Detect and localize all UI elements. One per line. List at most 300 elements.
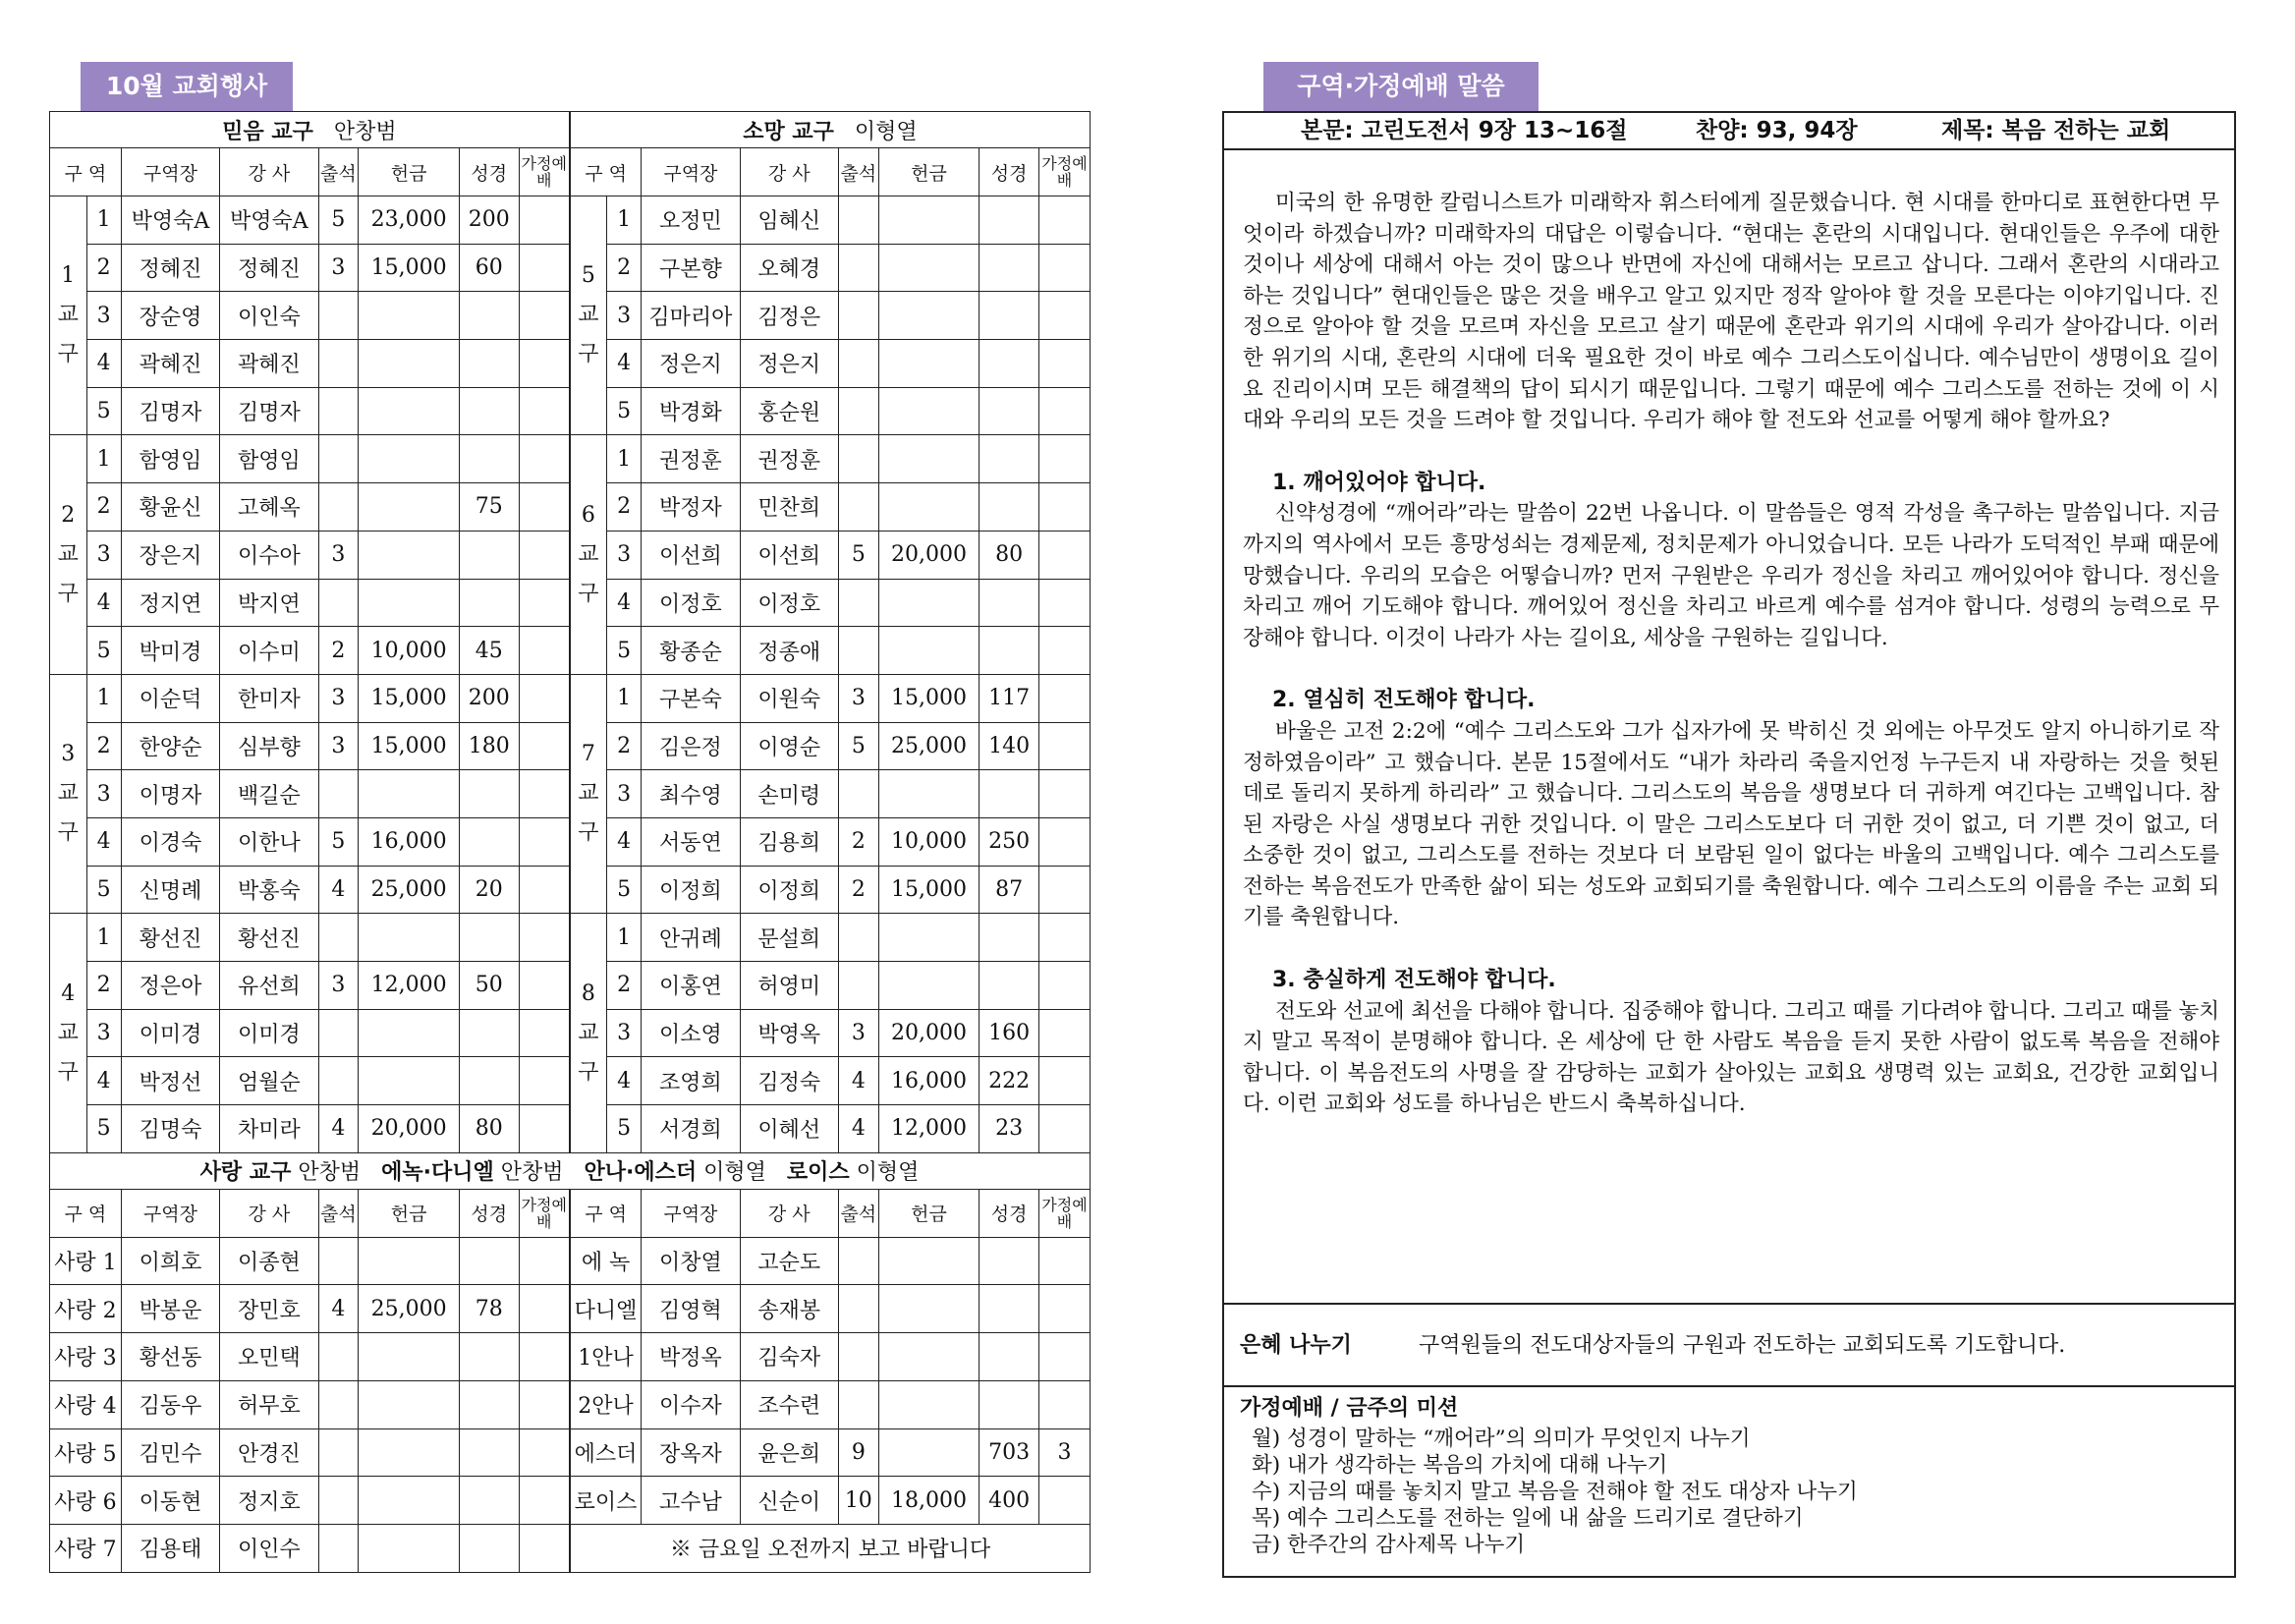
table-cell: 1	[86, 196, 121, 245]
col-family: 가정예배	[519, 1189, 570, 1237]
table-cell: 심부향	[220, 722, 318, 770]
table-cell: 황선진	[121, 914, 219, 962]
table-cell	[878, 1428, 980, 1477]
table-cell	[878, 579, 980, 627]
table-cell	[359, 531, 460, 579]
table-cell: 50	[459, 962, 519, 1010]
table-cell	[359, 770, 460, 818]
table-cell: 이선희	[740, 531, 838, 579]
table-cell: 5	[86, 1105, 121, 1153]
table-cell	[838, 387, 878, 435]
table-row	[50, 1428, 1091, 1477]
table-cell	[519, 1380, 570, 1428]
table-cell: 25,000	[359, 1285, 460, 1333]
table-cell	[519, 1237, 570, 1285]
table-cell	[980, 962, 1039, 1010]
table-cell: 이명자	[121, 770, 219, 818]
table-cell	[459, 817, 519, 866]
table-cell: 4	[318, 1285, 359, 1333]
table-cell: 황윤신	[121, 483, 219, 532]
table-cell	[318, 579, 359, 627]
table-cell: 5	[838, 722, 878, 770]
table-cell	[1038, 1380, 1090, 1428]
hymn-number: 찬양: 93, 94장	[1696, 118, 1858, 143]
table-cell	[519, 340, 570, 388]
sermon-title: 제목: 복음 전하는 교회	[1941, 118, 2171, 143]
table-row	[50, 1285, 1091, 1333]
table-cell: 오혜경	[740, 244, 838, 292]
table-cell	[878, 483, 980, 532]
district-label-char: 교	[57, 1020, 79, 1045]
table-cell	[519, 1428, 570, 1477]
table-cell	[980, 1333, 1039, 1381]
table-cell: 박경화	[642, 387, 740, 435]
table-cell	[838, 244, 878, 292]
table-cell	[878, 1380, 980, 1428]
table-cell: 이정희	[740, 866, 838, 914]
love-district-title	[50, 1152, 1091, 1189]
love-head-part: 안창범	[500, 1160, 564, 1186]
table-cell: 3	[1038, 1428, 1090, 1477]
table-cell	[359, 1057, 460, 1105]
table-row	[50, 196, 1091, 245]
table-cell: 4	[86, 340, 121, 388]
table-cell: 2	[606, 962, 641, 1010]
table-cell: 한미자	[220, 674, 318, 722]
table-cell: 이홍연	[642, 962, 740, 1010]
mission-item: 월) 성경이 말하는 “깨어라”의 의미가 무엇인지 나누기	[1252, 1427, 1751, 1451]
table-cell	[459, 1237, 519, 1285]
table-cell	[838, 1333, 878, 1381]
table-cell: 160	[980, 1009, 1039, 1057]
table-cell	[459, 1057, 519, 1105]
mission-item: 금) 한주간의 감사제목 나누기	[1252, 1533, 1526, 1557]
table-cell: 황종순	[642, 627, 740, 675]
table-cell: 3	[606, 770, 641, 818]
table-cell: 권정훈	[642, 435, 740, 483]
table-cell	[980, 244, 1039, 292]
table-cell	[878, 627, 980, 675]
table-cell	[980, 579, 1039, 627]
love-head-part: 이형열	[703, 1160, 766, 1186]
table-cell	[519, 483, 570, 532]
table-cell: 박영숙A	[220, 196, 318, 245]
point-heading: 2. 열심히 전도해야 합니다.	[1272, 688, 1536, 713]
table-cell: 박영옥	[740, 1009, 838, 1057]
table-cell: 허영미	[740, 962, 838, 1010]
table-cell: 정혜진	[220, 244, 318, 292]
table-cell	[359, 1009, 460, 1057]
table-cell	[1038, 770, 1090, 818]
table-cell	[519, 1524, 570, 1572]
table-cell: 신명례	[121, 866, 219, 914]
table-cell: 2	[838, 866, 878, 914]
table-cell: 5	[606, 627, 641, 675]
table-cell	[359, 483, 460, 532]
table-cell: 황선동	[121, 1333, 219, 1381]
table-cell	[980, 1380, 1039, 1428]
table-cell	[1038, 627, 1090, 675]
table-row	[50, 1237, 1091, 1285]
table-cell: 2	[318, 627, 359, 675]
table-cell: 손미령	[740, 770, 838, 818]
table-cell: 사랑 5	[50, 1428, 122, 1477]
table-cell: 사랑 3	[50, 1333, 122, 1381]
table-cell: 안경진	[220, 1428, 318, 1477]
district-label-char: 7	[581, 742, 595, 767]
district-label-char: 3	[61, 742, 76, 767]
col-attend: 출석	[318, 1189, 359, 1237]
table-cell: 4	[606, 1057, 641, 1105]
table-cell	[980, 292, 1039, 340]
table-cell: 15,000	[359, 722, 460, 770]
table-cell: 이희호	[121, 1237, 219, 1285]
district-label-char: 8	[581, 980, 595, 1006]
table-cell	[459, 1333, 519, 1381]
table-cell	[359, 435, 460, 483]
table-cell: 15,000	[359, 244, 460, 292]
table-cell: 10,000	[359, 627, 460, 675]
table-cell	[878, 962, 980, 1010]
table-cell: 장은지	[121, 531, 219, 579]
col-family: 가정예배	[1038, 148, 1090, 196]
table-cell	[459, 435, 519, 483]
table-cell: 이정호	[740, 579, 838, 627]
table-cell	[359, 292, 460, 340]
table-cell: 3	[318, 722, 359, 770]
table-cell: 이동현	[121, 1477, 219, 1525]
table-cell	[1038, 196, 1090, 245]
table-cell	[980, 340, 1039, 388]
table-cell: 20	[459, 866, 519, 914]
table-cell: 차미라	[220, 1105, 318, 1153]
table-cell: 오민택	[220, 1333, 318, 1381]
district-label	[570, 435, 607, 674]
table-cell: 3	[86, 770, 121, 818]
table-cell: 김명자	[121, 387, 219, 435]
district-label-char: 교	[578, 541, 599, 567]
grace-sharing	[1224, 1303, 2234, 1387]
district-label	[50, 674, 87, 913]
table-cell: 400	[980, 1477, 1039, 1525]
table-cell: 황선진	[220, 914, 318, 962]
table-cell: 정종애	[740, 627, 838, 675]
district-label-char: 4	[61, 980, 76, 1006]
table-cell	[1038, 866, 1090, 914]
table-cell	[1038, 914, 1090, 962]
table-cell	[1038, 1057, 1090, 1105]
table-cell: 이한나	[220, 817, 318, 866]
table-cell	[838, 435, 878, 483]
table-cell: 1	[606, 674, 641, 722]
table-cell: 9	[838, 1428, 878, 1477]
point-heading: 1. 깨어있어야 합니다.	[1272, 470, 1486, 495]
table-cell: 3	[838, 1009, 878, 1057]
column-header-row	[50, 148, 1091, 196]
district-label	[570, 196, 607, 435]
col-attend: 출석	[838, 1189, 878, 1237]
table-cell	[1038, 292, 1090, 340]
table-cell: 4	[86, 579, 121, 627]
table-cell	[519, 770, 570, 818]
table-cell	[318, 914, 359, 962]
love-head-part: 로이스	[786, 1160, 850, 1186]
grace-label: 은혜 나누기	[1240, 1333, 1352, 1358]
table-cell: 권정훈	[740, 435, 838, 483]
table-cell: 80	[459, 1105, 519, 1153]
table-cell: 이혜선	[740, 1105, 838, 1153]
table-cell: 4	[318, 866, 359, 914]
table-cell: 1	[606, 914, 641, 962]
table-cell: 장민호	[220, 1285, 318, 1333]
table-cell: 3	[86, 292, 121, 340]
events-tab: 10월 교회행사	[81, 62, 293, 111]
table-cell: 구본숙	[642, 674, 740, 722]
table-cell	[980, 483, 1039, 532]
table-cell: 정지연	[121, 579, 219, 627]
table-cell	[359, 387, 460, 435]
table-cell: 2안나	[570, 1380, 642, 1428]
table-cell	[459, 1477, 519, 1525]
district-label	[50, 914, 87, 1152]
table-cell	[519, 674, 570, 722]
table-cell	[318, 292, 359, 340]
table-cell: 15,000	[359, 674, 460, 722]
sermon-header	[1224, 113, 2234, 150]
table-cell	[980, 1285, 1039, 1333]
table-cell	[980, 627, 1039, 675]
table-cell: 18,000	[878, 1477, 980, 1525]
table-cell	[1038, 579, 1090, 627]
table-cell: 87	[980, 866, 1039, 914]
table-cell: 25,000	[359, 866, 460, 914]
love-head-part: 에녹·다니엘	[381, 1160, 494, 1186]
col-district: 구 역	[50, 1189, 122, 1237]
table-cell	[359, 1477, 460, 1525]
table-row	[50, 914, 1091, 962]
table-cell: 송재봉	[740, 1285, 838, 1333]
table-cell: 서경희	[642, 1105, 740, 1153]
table-cell	[318, 483, 359, 532]
table-cell: 703	[980, 1428, 1039, 1477]
table-cell: 3	[318, 674, 359, 722]
table-cell: 이미경	[121, 1009, 219, 1057]
table-cell: 최수영	[642, 770, 740, 818]
table-row	[50, 435, 1091, 483]
table-cell	[318, 1057, 359, 1105]
table-cell: 4	[86, 817, 121, 866]
table-cell: 10,000	[878, 817, 980, 866]
sermon-intro: 미국의 한 유명한 칼럼니스트가 미래학자 휘스터에게 질문했습니다. 현 시대를 한마디로 표현한다면 무엇이라 하겠습니까? 미래학자의 대답은 이렇습니다. “현대는 혼란의 시대입니다. 현대인들은 우주에 대한 것이나 세상에 대해서 아는 것이 많으나 반면에 자신에 대해서는 모르고 삽니다. 그래서 혼란의 시대라고 하는 것입니다” 현대인들은 많은 것을 배우고 알고 있지만 정작 알아야 할 것을 모른다는 이야기입니다. 진정으로 알아야 할 것을 모르며 자신을 모르고 살기 때문에 혼란과 위기의 시대에 우리가 살아갑니다. 이러한 위기의 시대, 혼란의 시대에 더욱 필요한 것이 바로 예수 그리스도이십니다. 예수님만이 생명이요 길이요 진리이시며 모든 해결책의 답이 되시기 때문입니다. 그렇기 때문에 예수 그리스도를 전하는 것에 이 시대와 우리의 모든 것을 드려야 할 것입니다. 우리가 해야 할 전도와 선교를 어떻게 해야 할까요?	[1243, 191, 2219, 433]
table-cell	[359, 1380, 460, 1428]
table-cell: 5	[86, 387, 121, 435]
table-cell	[519, 914, 570, 962]
table-cell: 한양순	[121, 722, 219, 770]
table-cell	[519, 292, 570, 340]
table-cell: 16,000	[878, 1057, 980, 1105]
district-label-char: 구	[578, 820, 599, 846]
table-cell: 이정희	[642, 866, 740, 914]
table-cell: 엄월순	[220, 1057, 318, 1105]
table-cell: 이인숙	[220, 292, 318, 340]
table-cell: 이수미	[220, 627, 318, 675]
col-offering: 헌금	[878, 148, 980, 196]
table-cell: 1	[86, 435, 121, 483]
table-cell: 장순영	[121, 292, 219, 340]
table-cell: 2	[86, 962, 121, 1010]
table-cell: 200	[459, 196, 519, 245]
table-cell	[459, 1524, 519, 1572]
table-cell: 함영임	[220, 435, 318, 483]
table-cell: 3	[606, 1009, 641, 1057]
table-cell: 200	[459, 674, 519, 722]
table-cell: 조수련	[740, 1380, 838, 1428]
table-cell	[359, 1237, 460, 1285]
table-cell	[878, 1285, 980, 1333]
table-cell: 20,000	[878, 1009, 980, 1057]
table-cell: 유선희	[220, 962, 318, 1010]
table-cell	[838, 292, 878, 340]
table-cell	[878, 435, 980, 483]
table-cell: 김은정	[642, 722, 740, 770]
love-head-part: 안창범	[298, 1160, 362, 1186]
table-cell	[318, 1524, 359, 1572]
table-cell	[980, 196, 1039, 245]
table-cell: 김용태	[121, 1524, 219, 1572]
table-cell: 김영혁	[642, 1285, 740, 1333]
district-label-char: 구	[578, 1059, 599, 1085]
table-cell: 16,000	[359, 817, 460, 866]
table-cell	[519, 531, 570, 579]
mission-item: 목) 예수 그리스도를 전하는 일에 내 삶을 드리기로 결단하기	[1252, 1506, 1804, 1531]
table-cell	[519, 1333, 570, 1381]
table-cell: 김정숙	[740, 1057, 838, 1105]
district-label-char: 교	[57, 781, 79, 807]
table-cell: 구본향	[642, 244, 740, 292]
table-cell: 곽혜진	[121, 340, 219, 388]
table-cell: 김민수	[121, 1428, 219, 1477]
col-bible: 성경	[980, 1189, 1039, 1237]
table-cell	[459, 531, 519, 579]
table-cell: 오정민	[642, 196, 740, 245]
table-cell: 2	[838, 817, 878, 866]
table-cell: 이인수	[220, 1524, 318, 1572]
table-cell	[318, 435, 359, 483]
col-leader: 구역장	[121, 148, 219, 196]
table-cell: 60	[459, 244, 519, 292]
col-offering: 헌금	[359, 1189, 460, 1237]
sermon-body	[1243, 188, 2219, 1120]
table-cell: 3	[318, 531, 359, 579]
district-label-char: 구	[57, 581, 79, 606]
table-cell	[519, 196, 570, 245]
table-cell: 3	[318, 244, 359, 292]
table-row	[50, 1477, 1091, 1525]
table-cell: 고수남	[642, 1477, 740, 1525]
point-body: 바울은 고전 2:2에 “예수 그리스도와 그가 십자가에 못 박히신 것 외에는 아무것도 알지 아니하기로 작정하였음이라” 고 했습니다. 본문 15절에서도 “내가 차라리 죽을지언정 누구든지 내 자랑하는 것을 헛된 데로 돌리지 못하게 하리라” 고 했습니다. 그리스도의 복음을 생명보다 더 귀하게 여긴다는 고백입니다. 참된 자랑은 사실 생명보다 귀한 것입니다. 이 말은 그리스도보다 더 귀한 것이 없고, 더 기쁜 것이 없고, 더 소중한 것이 없고, 그리스도를 전하는 것보다 더 보람된 일이 없다는 바울의 고백입니다. 예수 그리스도를 전하는 복음전도가 만족한 삶이 되는 성도와 교회되기를 축원합니다. 예수 그리스도의 이름을 주는 교회 되기를 축원합니다.	[1243, 718, 2219, 930]
table-cell: 조영희	[642, 1057, 740, 1105]
table-cell	[878, 1333, 980, 1381]
district-label-char: 구	[57, 1059, 79, 1085]
district-label-char: 5	[581, 263, 595, 289]
table-cell: 4	[606, 579, 641, 627]
text-reference: 본문: 고린도전서 9장 13~16절	[1301, 118, 1628, 143]
col-attend: 출석	[838, 148, 878, 196]
table-cell	[878, 914, 980, 962]
table-cell	[459, 340, 519, 388]
table-cell: 250	[980, 817, 1039, 866]
sermon-tab: 구역·가정예배 말씀	[1263, 62, 1539, 111]
district-label-char: 교	[578, 303, 599, 328]
col-district: 구 역	[570, 1189, 642, 1237]
table-cell: 정은지	[740, 340, 838, 388]
love-head-part: 안나·에스더	[584, 1160, 698, 1186]
mission-item: 수) 지금의 때를 놓치지 말고 복음을 전해야 할 전도 대상자 나누기	[1252, 1480, 1858, 1504]
table-cell	[519, 1477, 570, 1525]
table-cell	[980, 387, 1039, 435]
table-cell	[980, 1237, 1039, 1285]
table-cell: 사랑 6	[50, 1477, 122, 1525]
grace-text: 구역원들의 전도대상자들의 구원과 전도하는 교회되도록 기도합니다.	[1419, 1333, 2066, 1358]
table-cell: 김마리아	[642, 292, 740, 340]
table-cell: 박정자	[642, 483, 740, 532]
district-label	[570, 674, 607, 913]
table-cell	[878, 340, 980, 388]
table-cell	[1038, 722, 1090, 770]
table-cell: 박봉운	[121, 1285, 219, 1333]
table-cell: 이선희	[642, 531, 740, 579]
point-heading: 3. 충실하게 전도해야 합니다.	[1272, 968, 1556, 993]
table-cell: 23,000	[359, 196, 460, 245]
table-cell	[980, 914, 1039, 962]
table-cell: 김정은	[740, 292, 838, 340]
table-row	[50, 1524, 1091, 1572]
table-cell: 4	[606, 340, 641, 388]
table-cell: 박홍숙	[220, 866, 318, 914]
table-cell	[519, 866, 570, 914]
col-teacher: 강 사	[740, 148, 838, 196]
col-leader: 구역장	[642, 148, 740, 196]
table-cell: 3	[606, 292, 641, 340]
table-cell: 3	[86, 531, 121, 579]
table-cell	[318, 770, 359, 818]
table-cell	[838, 483, 878, 532]
table-cell: 1	[606, 196, 641, 245]
table-cell	[359, 1333, 460, 1381]
table-cell: 1안나	[570, 1333, 642, 1381]
table-cell: 박정옥	[642, 1333, 740, 1381]
table-cell	[838, 770, 878, 818]
table-cell	[878, 292, 980, 340]
table-cell	[1038, 1105, 1090, 1153]
love-head-part: 사랑 교구	[199, 1160, 292, 1186]
table-cell: 신순이	[740, 1477, 838, 1525]
district-label-char: 구	[578, 342, 599, 367]
table-cell	[519, 435, 570, 483]
table-cell	[459, 770, 519, 818]
col-bible: 성경	[980, 148, 1039, 196]
table-cell: 4	[838, 1057, 878, 1105]
district-label	[50, 196, 87, 435]
table-cell	[1038, 1477, 1090, 1525]
sermon-panel	[1222, 111, 2236, 1578]
table-cell: 사랑 4	[50, 1380, 122, 1428]
table-cell: 김명자	[220, 387, 318, 435]
district-label-char: 1	[61, 263, 76, 289]
table-cell: 허무호	[220, 1380, 318, 1428]
table-cell: 이정호	[642, 579, 740, 627]
table-cell: 김숙자	[740, 1333, 838, 1381]
